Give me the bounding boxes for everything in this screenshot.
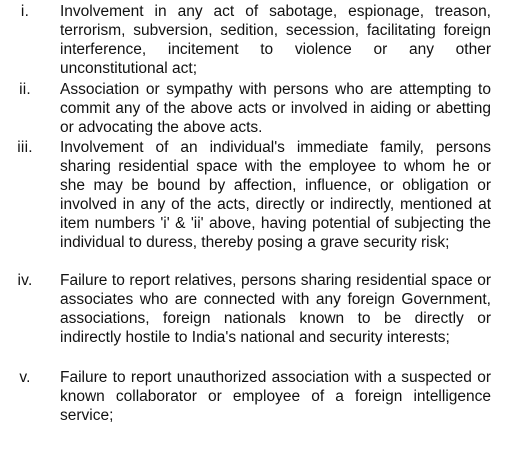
list-item-numeral: i. <box>20 3 30 20</box>
list-item-text: Association or sympathy with persons who are attempting to commit any of the above acts or involved in aiding or abetting or advocating the above acts. <box>60 81 491 136</box>
list-item-numeral: iii. <box>17 139 33 156</box>
list-item-text: Involvement of an individual's immediate family, persons sharing residential space with the employee to whom he or she may be bound by affection, influence, or obligation or involved in any of the acts, directly or indirectly, mentioned at item numbers 'i' & 'ii' above, having potential of subjecting the individual to duress, thereby posing a grave security risk; <box>60 139 491 251</box>
list-item-text: Failure to report relatives, persons sharing residential space or associates who are connected with any foreign Government, associations, foreign nationals known to be directly or indirectly hostile to India's national and security interests; <box>60 272 491 346</box>
list-item-numeral: v. <box>19 369 31 386</box>
list-item-numeral: ii. <box>19 81 31 98</box>
list-item-text: Involvement in any act of sabotage, espionage, treason, terrorism, subversion, sedition, secession, facilitating foreign interference, incitement to violence or any other unconstitutional act; <box>60 3 491 77</box>
list-item-text: Failure to report unauthorized association with a suspected or known collaborator or employee of a foreign intelligence service; <box>60 369 491 424</box>
list-item-numeral: iv. <box>17 272 33 289</box>
